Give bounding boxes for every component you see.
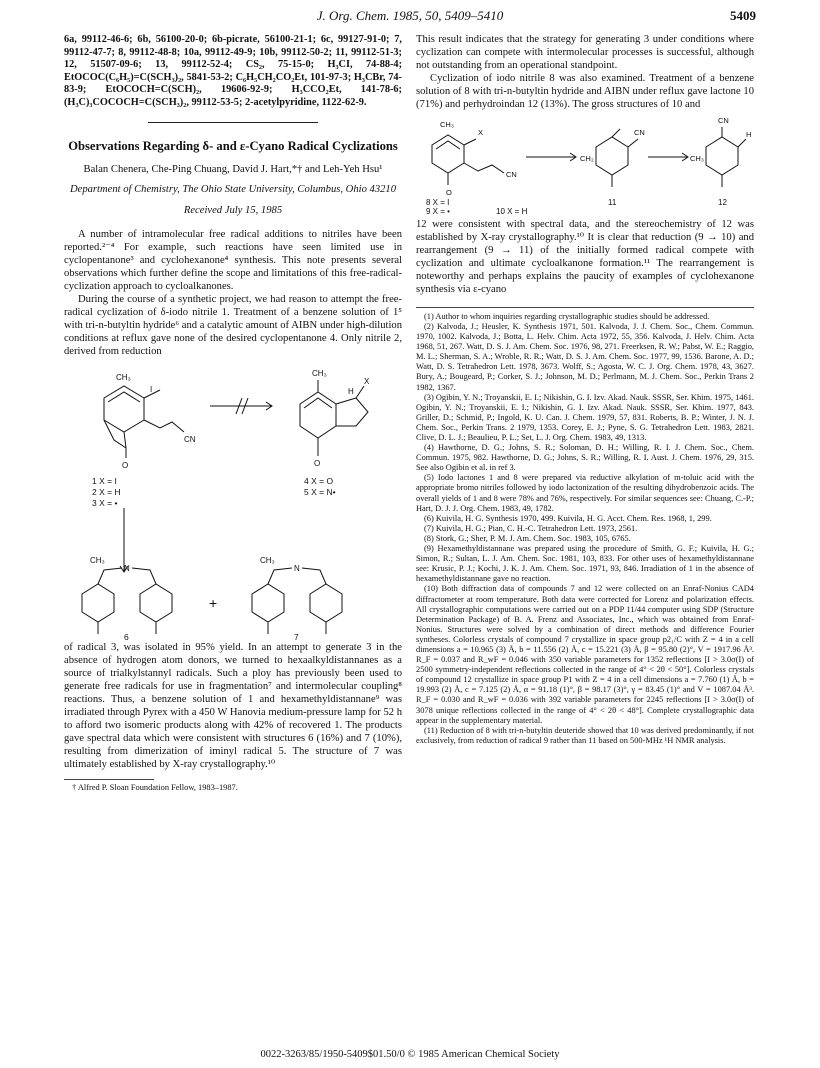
- ch3-label-6: CH₃: [90, 556, 105, 566]
- reference-item: (10) Both diffraction data of compounds 7 and 12 were collected on an Enraf-Nonius CAD4 diffractometer at room temperature. Both data were corrected for Lorenz and polarization effects. All crystallographic computations were carried out on a PDP 11/44 computer using SDP (Structure Determination Package) of B. A. Frenz and Associates, Inc., which was obtained from Enraf-Nonius. Structures were solved by a combination of direct methods and difference Fourier syntheses. Colorless crystals of compound 7 crystallize in space group p2₁/C with Z = 4 in a cell dimensions a = 10.965 (3) Å, b = 11.556 (2) Å, c = 15.221 (3) Å, β = 95.80 (2)°, V = 1917.96 Å³. R_F = 0.037 and R_wF = 0.046 with 350 variable parameters for 1352 reflections [I > 3.0σ(I) of 2500 symmetry-independent reflections collected in the range of 4° < 2θ < 50°]. Colorless crystals of compound 12 crystallize in space group P1 with Z = 4 in a cell dimensions a = 7.760 (1) Å, b = 19.993 (2) Å, c = 7.125 (2) Å, α = 91.18 (1)°, β = 98.17 (3)°, γ = 83.45 (1)° and V = 1087.04 Å³. R_F = 0.030 and R_wF = 0.036 with 392 variable parameters for 2245 reflections [I > 3.0σ(I) of 3078 unique reflections collected in the range of 4° < 2θ < 48°]. Complete crystallographic data appear in the supplementary material.: [416, 584, 754, 725]
- page-footer: 0022-3263/85/1950-5409$01.50/0 © 1985 American Chemical Society: [260, 1049, 560, 1060]
- received-date: Received July 15, 1985: [183, 204, 283, 216]
- ch3-label-12: CH₃: [690, 154, 704, 164]
- reference-item: (2) Kalvoda, J.; Heusler, K. Synthesis 1971, 501. Kalvoda, J. J. Chem. Soc., Chem. Commun. 1970, 1002. Kalvoda, J.; Botta, L. Helv. Chim. Acta 1972, 55, 356. Kalvoda, J. Helv. Chim. Acta 1968, 51, 267. Watt, D. S. J. Am. Chem. Soc. 1976, 98, 271. Freerksen, R. W.; Pabst, W. E.; Raggio, M. L.; Sherman, S. A.; Wroble, R. R.; Watt, D. S. J. Am. Chem. Soc. 1977, 99, 1536. Barone, A. D.; Watt, D. S. Tetrahedron Lett. 1978, 3673. Wolff, S.; Agosta, W. C. J. Org. Chem. 1978, 43, 3627. Bury, A.; Bougeard, P.; Corker, S. J.; Johnson, M. D.; Perlmann, M. J. Chem. Soc., Perkin Trans 2 1982, 1367.: [416, 321, 754, 392]
- footnote: † Alfred P. Sloan Foundation Fellow, 1983–1987.: [72, 783, 238, 793]
- compound-10-label: 10 X = H: [496, 207, 528, 217]
- ch3-label-7: CH₃: [260, 556, 275, 566]
- ch3-label: CH₃: [116, 373, 131, 383]
- compound-9-label: 9 X = •: [426, 207, 450, 217]
- page-number: 5409: [730, 8, 756, 23]
- scheme-1-drawing: [64, 358, 402, 642]
- section-divider: [148, 122, 318, 123]
- reference-item: (9) Hexamethyldistannane was prepared using the procedure of Smith, G. F.; Kuivila, H. G.; Simon, R.; Sultan, L. J. Am. Chem. Soc. 1981, 103, 833. For other uses of hexamethyldistannane see: Krusic, P. J.; Kochi, J. K. J. Am. Chem. Soc. 1971, 93, 846. Irradiation of 1 in the absence of hexamethyldistannane gave no reaction.: [416, 544, 754, 584]
- compound-11-label: 11: [608, 198, 617, 208]
- left-column: [64, 34, 402, 794]
- compound-2-label: 2 X = H: [92, 487, 121, 498]
- iodo-nitrile-paragraph: Cyclization of iodo nitrile 8 was also examined. Treatment of a benzene solution of 8 with tri-n-butyltin hydride and AIBN under reflux gave lactone 10 (71%) and perhydroindan 12 (13%). The gross structures of 10 and: [416, 72, 754, 110]
- references-divider: [416, 307, 754, 308]
- x-label-8: X: [478, 128, 484, 138]
- footnote-divider: [64, 779, 154, 780]
- compound-7-label: 7: [294, 632, 299, 643]
- article-title: Observations Regarding δ- and ε-Cyano Radical Cyclizations: [68, 138, 398, 153]
- ch3-label-4: CH₃: [312, 369, 327, 379]
- compound-8-label: 8 X = I: [426, 198, 450, 208]
- iodo-label: I: [150, 385, 153, 395]
- cn-label: CN: [184, 435, 196, 445]
- scheme-2-drawing: [416, 111, 754, 219]
- scheme-2: [416, 111, 754, 219]
- reference-item: (7) Kuivila, H. G.; Pian, C. H.-C. Tetrahedron Lett. 1973, 2561.: [424, 523, 638, 533]
- affiliation: Department of Chemistry, The Ohio State University, Columbus, Ohio 43210: [69, 184, 397, 196]
- oxygen-label-8: O: [446, 188, 452, 198]
- oxygen-label: O: [122, 461, 129, 471]
- stereochemistry-paragraph: 12 were consistent with spectral data, and the stereochemistry of 12 was established by X-ray crystallography.¹⁰ It is clear that reduction (9 → 10) and rearrangement (9 → 11) of the initially formed radical compete with cyclization and ultimate cycloalkanone formation.¹¹ The rearrangement is noteworthy and perhaps explains the paucity of examples of cyclohexanone synthesis via ε-cyano: [416, 219, 754, 295]
- compound-4-label: 4 X = O: [304, 476, 334, 487]
- plus-sign: +: [209, 595, 218, 612]
- cn-label-8: CN: [506, 170, 517, 180]
- cn-label-12: CN: [718, 116, 729, 126]
- authors: Balan Chenera, Che-Ping Chuang, David J. Hart,*† and Leh-Yeh Hsu¹: [83, 163, 383, 175]
- reference-item: (11) Reduction of 8 with tri-n-butyltin deuteride showed that 10 was derived predominantly, if not exclusively, from reduction of radical 9 rather than 11 based on 500-MHz ¹H NMR analysis.: [416, 725, 754, 745]
- ch2-label-11: CH₂: [580, 154, 594, 164]
- scheme-1: [64, 358, 402, 642]
- compound-3-label: 3 X = •: [92, 498, 118, 509]
- reference-item: (1) Author to whom inquiries regarding crystallographic studies should be addressed.: [424, 311, 710, 321]
- intro-paragraph: A number of intramolecular free radical additions to nitriles have been reported.²⁻⁴ For example, such reactions have seen limited use in cyclopentanone³ and cyclohexanone⁴ synthesis. This note presents several observations which further define the scope and limitations of this free-radical-cyclization approach to cycloalkanones.: [64, 229, 402, 292]
- compound-5-label: 5 X = N•: [304, 487, 336, 498]
- cn-label-11: CN: [634, 128, 645, 138]
- right-column: [416, 34, 754, 746]
- h-label-4: H: [348, 387, 354, 397]
- registry-numbers: 6a, 99112-46-6; 6b, 56100-20-0; 6b-picrate, 56100-21-1; 6c, 99127-91-0; 7, 99112-47-7; 8, 99112-48-8; 10a, 99112-49-9; 10b, 99112-50-2; 11, 99112-51-3; 12, 51507-09-6; 13, 99112-52-4; CS₂, 75-15-0; H₃CI, 74-88-4; EtOCOC(C₆H₅)=C(SCH₃)₂, 5841-53-2; C₆H₅CH₂CO₂Et, 101-97-3; H₃CBr, 74-83-9; EtOCOCH=C(SCH)₂, 19606-92-9; H₃CCO₂Et, 141-78-6; (H₃C)₃COCOCH=C(SCH₃)₂, 99112-53-5; 2-acetylpyridine, 1122-62-9.: [64, 34, 402, 108]
- dimerization-paragraph: of radical 3, was isolated in 95% yield. In an attempt to generate 3 in the absence of hydrogen atom donors, we turned to hexaalkyldistannanes as a source of trialkylstannyl radicals. Such a ploy has previously been used to generate free radicals for use in fragmentation⁷ and intermolecular coupling⁸ reactions. Thus, a benzene solution of 1 and hexamethyldistannane⁹ was irradiated through Pyrex with a 450 W Hanovia medium-pressure lamp for 52 h to afford two isomeric products along with 42% of recovered 1. The products gave spectral data which were consistent with structures 6 (16%) and 7 (10%), resulting from dimerization of iminyl radical 5. The structure of 7 was ultimately established by X-ray crystallography.¹⁰: [64, 642, 402, 770]
- page-header: [64, 8, 756, 28]
- reference-item: (4) Hawthorne, D. G.; Johns, S. R.; Soloman, D. H.; Willing, R. I. J. Chem. Soc., Chem. Commun. 1975, 982. Hawthorne, D. G.; Johns, S. R.; Willing, R. I. Aust. J. Chem. 1976, 29, 315. See also Ogibin et al. in ref 3.: [416, 443, 754, 473]
- h-label-12: H: [746, 130, 752, 140]
- n-label-6a: N: [124, 564, 130, 574]
- references-list: [416, 312, 754, 746]
- x-label-4: X: [364, 377, 370, 387]
- reference-item: (3) Ogibin, Y. N.; Troyanskii, E. I.; Nikishin, G. I. Izv. Akad. Nauk. SSSR, Ser. Khim. 1975, 1461. Ogibin, Y. N.; Troyanskii, E. I.; Nikishin, G. I. Izv. Akad. Nauk. SSSR, Ser. Khim. 1977, 843. Griller, D.; Schmid, P.; Ingold, K. U. Can. J. Chem. 1979, 57, 831. Roberts, B. P.; Winter, J. N. J. Chem. Soc., Perkin Trans. 2 1979, 1353. Corey, E. J.; Pyne, S. G. Tetrahedron Lett. 1983, 2821. Clive, D. L. J.; Beaulieu, P. L.; Set, L. J. Org. Chem. 1983, 49, 1313.: [416, 392, 754, 442]
- result-paragraph: This result indicates that the strategy for generating 3 under conditions where cyclization can compete with intermolecular processes is successful, although not outstanding from an operational standpoint.: [416, 34, 754, 71]
- reference-item: (5) Iodo lactones 1 and 8 were prepared via reductive alkylation of m-toluic acid with the appropriate bromo nitriles followed by iodo lactonization of the resulting dihydrobenzoic acids. The overall yields of 1 and 8 were 78% and 76%, respectively. For similar sequences see: Chuang, C.-P.; Hart, D. J. J. Org. Chem. 1983, 49, 1782.: [416, 473, 754, 513]
- compound-12-label: 12: [718, 198, 727, 208]
- reference-item: (6) Kuivila, H. G. Synthesis 1970, 499. Kuivila, H. G. Acct. Chem. Res. 1968, 1, 299.: [424, 513, 712, 523]
- journal-line: J. Org. Chem. 1985, 50, 5409–5410: [316, 8, 504, 23]
- reference-item: (8) Stork, G.; Sher, P. M. J. Am. Chem. Soc. 1983, 105, 6765.: [424, 533, 631, 543]
- oxygen-label-4: O: [314, 459, 321, 469]
- compound-1-label: 1 X = I: [92, 476, 117, 487]
- ch3-label-8: CH₃: [440, 120, 454, 130]
- compound-6-label: 6: [124, 632, 129, 643]
- cyclization-paragraph: During the course of a synthetic project, we had reason to attempt the free-radical cyclization of δ-iodo nitrile 1. Treatment of a benzene solution of 1⁵ with tri-n-butyltin hydride⁶ and a catalytic amount of AIBN under high-dilution conditions at reflux gave none of the desired cyclopentanone 4. Only nitrile 2, derived from reduction: [64, 293, 402, 357]
- n-label-7a: N: [294, 564, 300, 574]
